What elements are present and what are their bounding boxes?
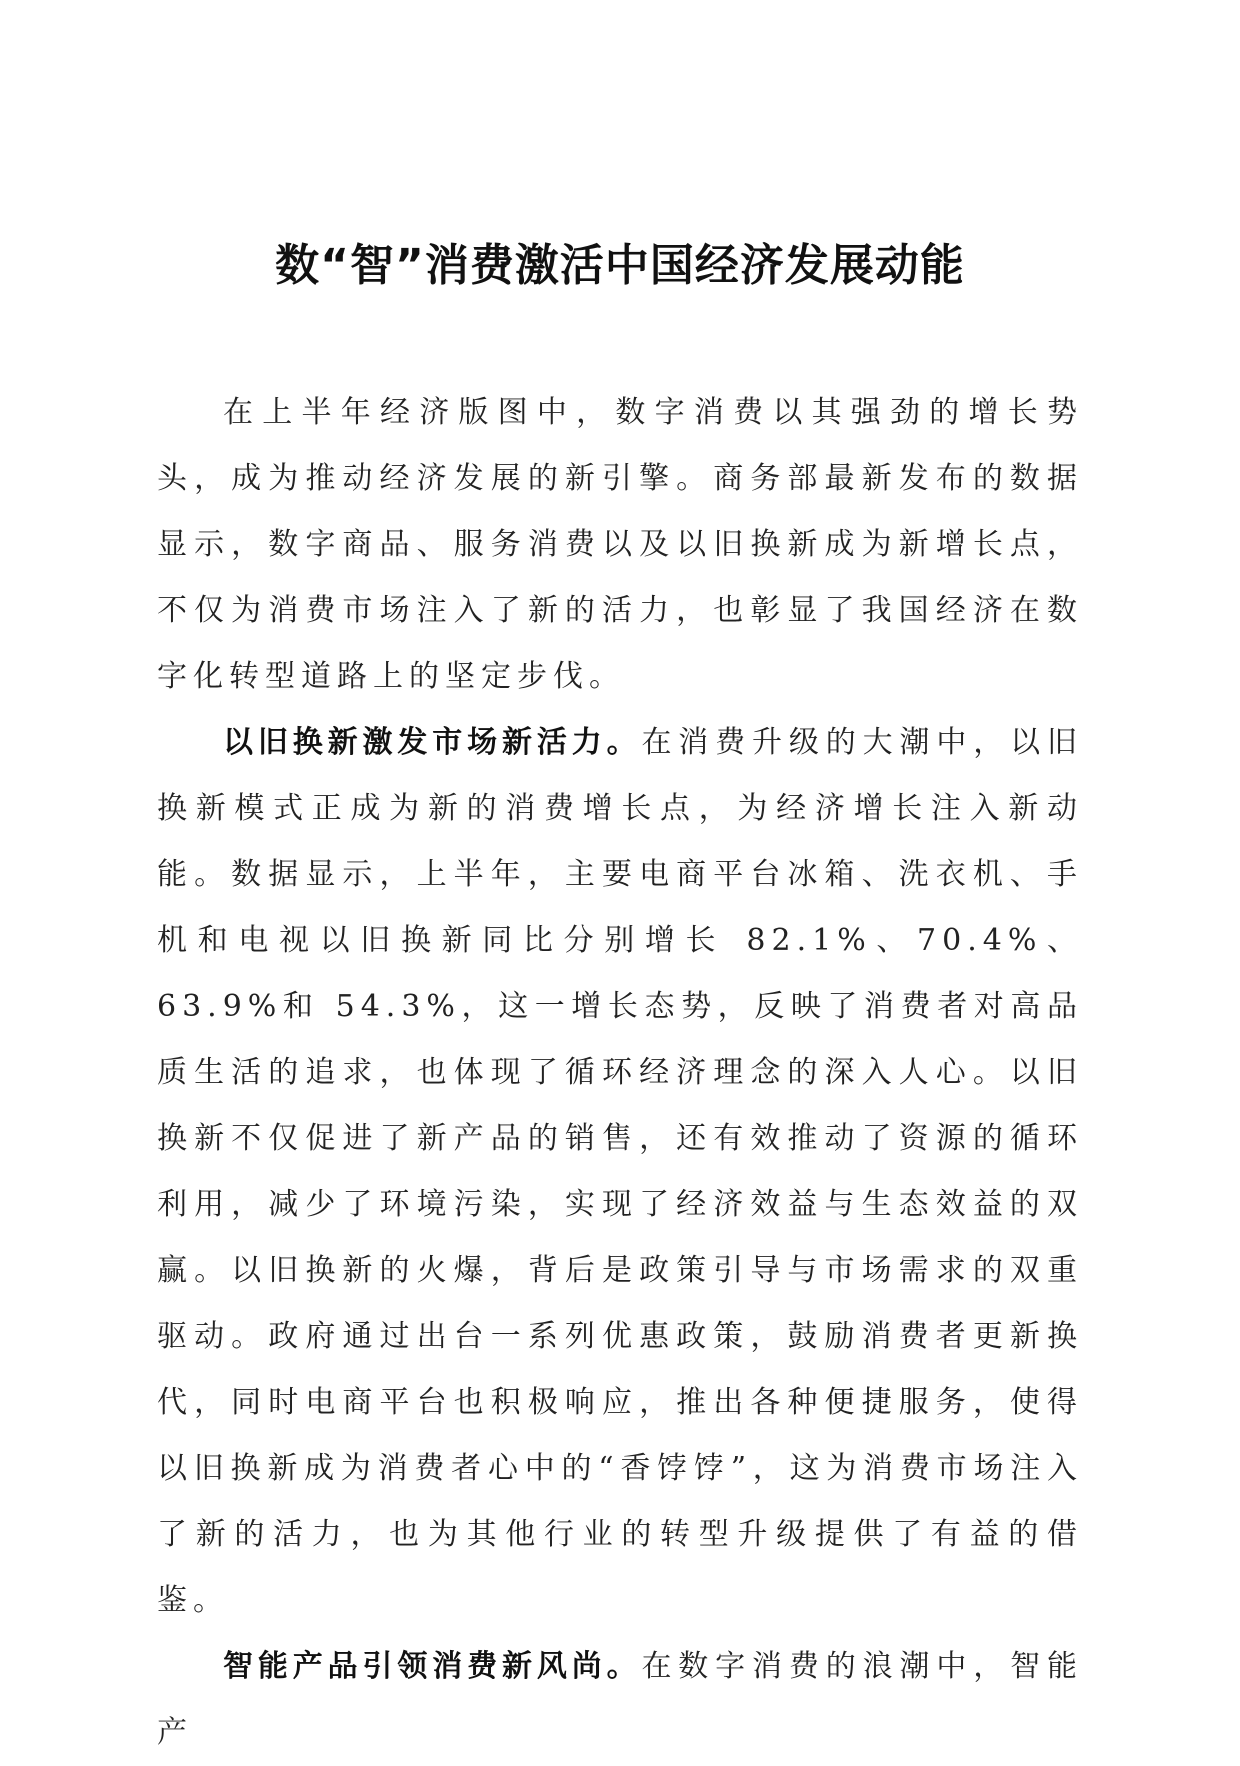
document-body: [157, 380, 1083, 1766]
paragraph-lead: 以旧换新激发市场新活力。: [223, 725, 642, 760]
paragraph-text: 在消费升级的大潮中，以旧换新模式正成为新的消费增长点，为经济增长注入新动能。数据显示，上半年，主要电商平台冰箱、洗衣机、手机和电视以旧换新同比分别增长 82.1%、70.4%、63.9%和 54.3%，这一增长态势，反映了消费者对高品质生活的追求，也体现了循环经济理念的深入人心。以旧换新不仅促进了新产品的销售，还有效推动了资源的循环利用，减少了环境污染，实现了经济效益与生态效益的双赢。以旧换新的火爆，背后是政策引导与市场需求的双重驱动。政府通过出台一系列优惠政策，鼓励消费者更新换代，同时电商平台也积极响应，推出各种便捷服务，使得以旧换新成为消费者心中的“香饽饽”，这为消费市场注入了新的活力，也为其他行业的转型升级提供了有益的借鉴。: [157, 725, 1084, 1618]
paragraph-lead: 智能产品引领消费新风尚。: [223, 1649, 642, 1684]
paragraph-smart-products: [157, 1634, 1083, 1766]
paragraph-text: 在上半年经济版图中，数字消费以其强劲的增长势头，成为推动经济发展的新引擎。商务部最新发布的数据显示，数字商品、服务消费以及以旧换新成为新增长点，不仅为消费市场注入了新的活力，也彰显了我国经济在数字化转型道路上的坚定步伐。: [157, 395, 1083, 694]
paragraph-text: 在数字消费的浪潮中，智能产: [157, 1649, 1084, 1750]
paragraph-intro: [157, 380, 1083, 710]
document-title: 数“智”消费激活中国经济发展动能: [275, 240, 965, 291]
paragraph-trade-in: [157, 710, 1083, 1634]
